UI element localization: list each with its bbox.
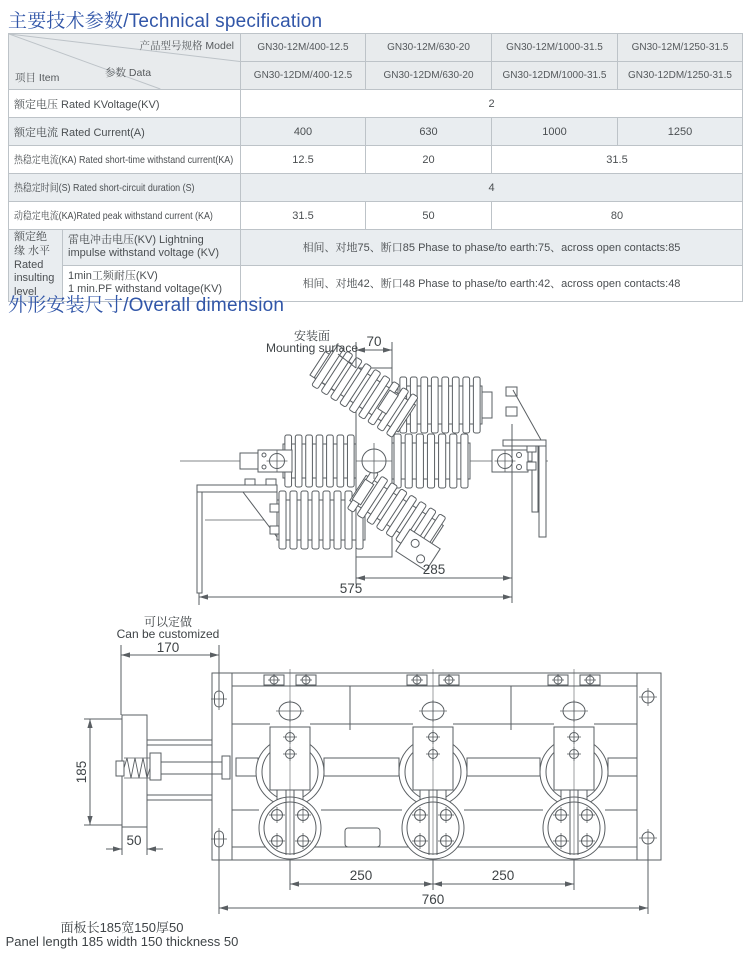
dimension-70-label: 70 [366, 334, 382, 349]
rated-current-1000: 1000 [492, 118, 618, 146]
front-view-drawing [0, 612, 750, 953]
duration-label: 热稳定时间(S) Rated short-circuit duration (S) [9, 174, 241, 202]
model-m-1: GN30-12M/400-12.5 [241, 34, 366, 62]
lightning-value: 相间、对地75、断口85 Phase to phase/to earth:75、across open contacts:85 [241, 230, 743, 266]
model-m-3: GN30-12M/1000-31.5 [492, 34, 618, 62]
dimension-285-label: 285 [422, 562, 446, 577]
peak-v1: 31.5 [241, 202, 366, 230]
rated-current-label: 额定电流 Rated Current(A) [9, 118, 241, 146]
row-short-circuit-duration [9, 174, 743, 202]
pf-label-line1: 1min工频耐压(KV) [68, 270, 158, 283]
peak-v2: 50 [366, 202, 492, 230]
row-lightning-impulse [9, 230, 743, 266]
short-time-v34: 31.5 [492, 146, 743, 174]
front-view-geometry [84, 645, 661, 914]
rated-current-630: 630 [366, 118, 492, 146]
row-rated-current [9, 118, 743, 146]
dimension-170-label: 170 [156, 640, 180, 655]
panel-size-note-en: Panel length 185 width 150 thickness 50 [5, 934, 239, 949]
corner-data-label: 参数 Data [105, 67, 152, 79]
side-view-drawing [0, 328, 750, 623]
overall-dimension-title: 外形安装尺寸/Overall dimension [8, 295, 285, 316]
model-dm-1: GN30-12DM/400-12.5 [241, 62, 366, 90]
corner-item-label: 项目 Item [15, 72, 60, 84]
short-time-v2: 20 [366, 146, 492, 174]
model-dm-2: GN30-12DM/630-20 [366, 62, 492, 90]
row-short-time-current [9, 146, 743, 174]
pf-label-line2: 1 min.PF withstand voltage(KV) [68, 283, 223, 296]
row-rated-voltage [9, 90, 743, 118]
dimension-250b-label: 250 [491, 868, 515, 883]
short-time-v1: 12.5 [241, 146, 366, 174]
corner-model-label: 产品型号规格 Model [139, 40, 234, 52]
technical-specification-title: 主要技术参数/Technical specification [8, 11, 323, 32]
short-time-label: 热稳定电流(KA) Rated short-time withstand current(KA) [9, 146, 241, 174]
lightning-label: 雷电冲击电压(KV) Lightning impulse withstand voltage (KV) [63, 230, 241, 266]
insulation-group-label: 额定绝缘 水平 Rated insulting level [9, 230, 63, 302]
model-m-4: GN30-12M/1250-31.5 [618, 34, 743, 62]
rated-current-400: 400 [241, 118, 366, 146]
peak-v34: 80 [492, 202, 743, 230]
rated-voltage-label: 额定电压 Rated KVoltage(KV) [9, 90, 241, 118]
row-peak-withstand [9, 202, 743, 230]
mounting-surface-label-en: Mounting surface [265, 341, 359, 355]
side-view-geometry [180, 342, 548, 605]
can-be-customized-label-en: Can be customized [116, 627, 220, 641]
model-m-2: GN30-12M/630-20 [366, 34, 492, 62]
duration-value: 4 [241, 174, 743, 202]
table-corner-cell [9, 34, 241, 90]
panel-size-note-cn: 面板长185宽150厚50 [60, 920, 184, 935]
pf-value: 相间、对地42、断口48 Phase to phase/to earth:42、across open contacts:48 [241, 265, 743, 301]
dimension-760-label: 760 [421, 892, 445, 907]
rated-voltage-value: 2 [241, 90, 743, 118]
specification-table [8, 33, 743, 302]
can-be-customized-label-cn: 可以定做 [143, 615, 193, 629]
dimension-575-label: 575 [339, 581, 363, 596]
dimension-250a-label: 250 [349, 868, 373, 883]
dimension-185-label: 185 [74, 760, 89, 784]
peak-label: 动稳定电流(KA)Rated peak withstand current (KA) [9, 202, 241, 230]
model-header-row-m [9, 34, 743, 62]
model-dm-4: GN30-12DM/1250-31.5 [618, 62, 743, 90]
rated-current-1250: 1250 [618, 118, 743, 146]
model-dm-3: GN30-12DM/1000-31.5 [492, 62, 618, 90]
dimension-50-label: 50 [126, 833, 142, 848]
mounting-surface-label-cn: 安装面 [293, 329, 331, 343]
